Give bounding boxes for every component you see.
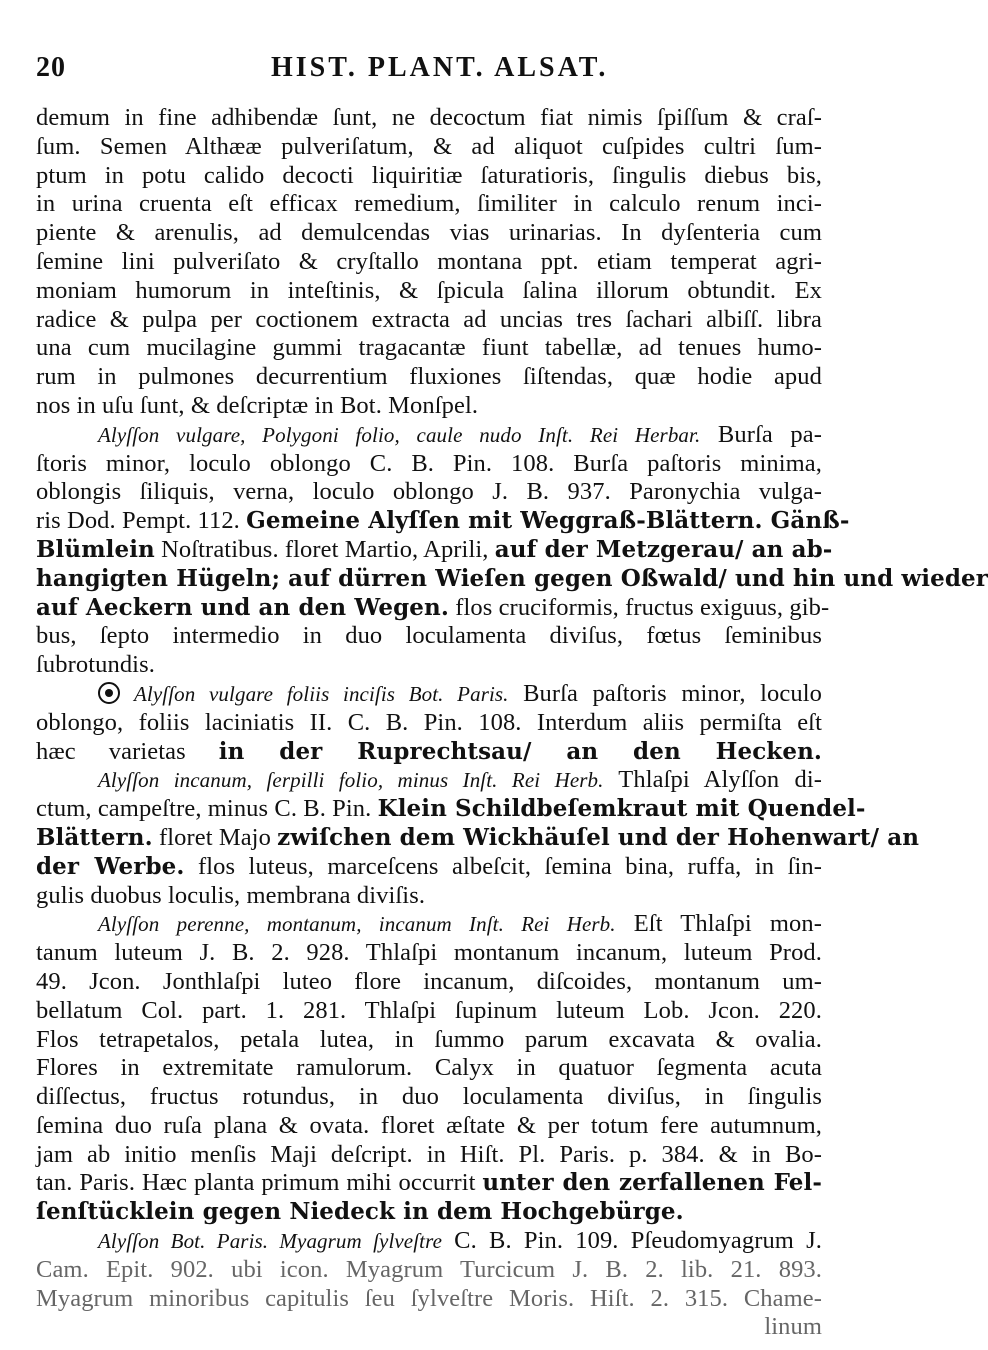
blackletter-text: zwiſchen dem Wickhäuſel und der Hohenwart/ an xyxy=(277,823,920,851)
body-text xyxy=(36,104,988,1342)
text-run: tan. Paris. Hæc planta primum mihi occurrit xyxy=(36,1169,483,1197)
blackletter-text: Blättern. xyxy=(36,823,153,851)
blackletter-text: der Werbe. xyxy=(36,852,185,880)
text-run: flos luteus, marceſcens albeſcit, ſemina bina, ruffa, in ſin- xyxy=(184,852,822,880)
text-line xyxy=(36,853,822,882)
text-run: Burſa paſtoris minor, loculo xyxy=(508,679,822,707)
text-run: Burſa pa- xyxy=(700,420,822,448)
text-line xyxy=(36,507,850,536)
text-run: floret Majo xyxy=(152,823,278,851)
blackletter-text: auf Aeckern und an den Wegen. xyxy=(36,593,449,621)
text-line xyxy=(36,133,822,162)
text-line xyxy=(36,421,822,450)
text-run: ſubrotundis. xyxy=(36,651,155,679)
text-line xyxy=(36,882,822,911)
text-run: ſtoris minor, loculo oblongo C. B. Pin. 108. Burſa paſtoris minima, xyxy=(36,449,822,477)
circled-dot-icon xyxy=(98,682,120,704)
text-run: Noſtratibus. floret Martio, Aprili, xyxy=(154,535,495,563)
text-line xyxy=(36,478,822,507)
text-line xyxy=(36,651,822,680)
text-run: ptum in potu calido decocti liquiritiæ ſaturatioris, ſingulis diebus bis, xyxy=(36,161,822,189)
text-line xyxy=(36,593,830,623)
text-line xyxy=(36,277,822,306)
text-line xyxy=(36,1198,822,1227)
text-run: ſum. Semen Althææ pulveriſatum, & ad aliquot cuſpides cultri ſum- xyxy=(36,132,822,160)
text-run: piente & arenulis, ad demulcendas vias urinarias. In dyſenteria cum xyxy=(36,219,822,247)
text-line xyxy=(36,939,822,968)
blackletter-text: auf der Metzgerau/ an ab- xyxy=(494,535,833,563)
text-run: Thlaſpi Alyſſon di- xyxy=(603,766,822,794)
text-line xyxy=(36,1256,822,1285)
text-run: 49. Jcon. Jonthlaſpi luteo flore incanum, diſcoides, montanum um- xyxy=(36,967,822,995)
text-line xyxy=(36,1141,822,1170)
text-line xyxy=(36,190,822,219)
text-line xyxy=(36,709,822,738)
text-line xyxy=(36,738,822,767)
text-line xyxy=(36,1026,822,1055)
text-run: hæc varietas xyxy=(36,737,219,765)
text-run: radice & pulpa per coctionem extracta ad uncias tres ſachari albiſſ. libra xyxy=(36,305,822,333)
text-run: bus, ſepto intermedio in duo loculamenta diviſus, fœtus ſeminibus xyxy=(36,622,822,650)
italic-citation: Alyſſon incanum, ſerpilli folio, minus Inſt. Rei Herb. xyxy=(98,768,604,793)
text-line xyxy=(36,823,920,853)
text-line xyxy=(36,104,822,133)
blackletter-text: unter den zerfallenen Fel- xyxy=(482,1169,822,1197)
text-line xyxy=(36,997,822,1026)
text-run: una cum mucilagine gummi tragacantæ fiunt tabellæ, ad tenues humo- xyxy=(36,334,822,362)
text-run: rum in pulmones decurrentium fluxiones ſiſtendas, quæ hodie apud xyxy=(36,363,822,391)
text-line xyxy=(36,1054,822,1083)
text-line xyxy=(36,535,833,565)
text-run: C. B. Pin. 109. Pſeudomyagrum J. xyxy=(442,1227,822,1255)
italic-citation: Alyſſon vulgare foliis inciſis Bot. Paris. xyxy=(134,681,509,706)
text-run: gulis duobus loculis, membrana diviſis. xyxy=(36,881,426,909)
text-line xyxy=(36,622,822,651)
text-line xyxy=(36,564,988,594)
text-run: nos in uſu ſunt, & deſcriptæ in Bot. Monſpel. xyxy=(36,391,479,419)
text-run: Cam. Epit. 902. ubi icon. Myagrum Turcicum J. B. 2. lib. 21. 893. xyxy=(36,1255,822,1283)
text-run: ſemine lini pulveriſato & cryſtallo montana ppt. etiam temperat agri- xyxy=(36,247,822,275)
text-run: Myagrum minoribus capitulis ſeu ſylveſtre Moris. Hiſt. 2. 315. Chame- xyxy=(36,1284,822,1312)
blackletter-text: ſenſtücklein gegen Niedeck in dem Hochgebürge. xyxy=(36,1198,684,1226)
text-run: Flores in extremitate ramulorum. Calyx in quatuor ſegmenta acuta xyxy=(36,1054,822,1082)
text-line xyxy=(36,766,822,795)
text-run: moniam humorum in inteſtinis, & ſpicula ſalina illorum obtundit. Ex xyxy=(36,276,822,304)
text-line xyxy=(36,450,822,479)
text-line xyxy=(36,795,866,824)
text-run: linum xyxy=(764,1313,822,1341)
text-line xyxy=(36,968,822,997)
text-line xyxy=(36,680,822,709)
text-line xyxy=(36,363,822,392)
text-line xyxy=(36,248,822,277)
text-run: oblongis ſiliquis, verna, loculo oblongo J. B. 937. Paronychia vulga- xyxy=(36,478,822,506)
text-line xyxy=(36,1112,822,1141)
blackletter-text: Gemeine Alyſſen mit Weggraß-Blättern. Gänß- xyxy=(246,507,850,535)
text-line xyxy=(36,910,822,939)
text-run: Eſt Thlaſpi mon- xyxy=(615,910,822,938)
text-run: ſemina duo ruſa plana & ovata. floret æſtate & per totum fere autumnum, xyxy=(36,1111,822,1139)
blackletter-text: hangigten Hügeln; auf dürren Wieſen gegen Oßwald/ und hin und wieder xyxy=(36,564,988,592)
text-run: demum in fine adhibendæ ſunt, ne decoctum fiat nimis ſpiſſum & craſ- xyxy=(36,104,822,131)
text-run: flos cruciformis, fructus exiguus, gib- xyxy=(448,593,830,621)
text-line xyxy=(36,392,822,421)
text-line xyxy=(36,1227,822,1256)
text-line xyxy=(36,1169,822,1198)
text-line xyxy=(36,334,822,363)
text-run: bellatum Col. part. 1. 281. Thlaſpi ſupinum luteum Lob. Jcon. 220. xyxy=(36,996,822,1024)
text-line xyxy=(36,162,822,191)
page-number: 20 xyxy=(36,52,66,83)
running-title: HIST. PLANT. ALSAT. xyxy=(271,52,609,83)
text-run: in urina cruenta eſt efficax remedium, ſimiliter in calculo renum inci- xyxy=(36,190,822,218)
text-run: jam ab initio menſis Maji deſcript. in Hiſt. Pl. Paris. p. 384. & in Bo- xyxy=(36,1140,822,1168)
text-line xyxy=(36,306,822,335)
text-run: diſſectus, fructus rotundus, in duo loculamenta diviſus, in ſingulis xyxy=(36,1083,822,1111)
text-run: ris Dod. Pempt. 112. xyxy=(36,507,247,535)
blackletter-text: Blümlein xyxy=(36,535,155,563)
running-head xyxy=(36,52,816,92)
text-run: tanum luteum J. B. 2. 928. Thlaſpi montanum incanum, luteum Prod. xyxy=(36,939,822,967)
text-run: ctum, campeſtre, minus C. B. Pin. xyxy=(36,795,378,823)
text-run: oblongo, foliis laciniatis II. C. B. Pin. 108. Interdum aliis permiſta eſt xyxy=(36,708,822,736)
italic-citation: Alyſſon Bot. Paris. Myagrum ſylveſtre xyxy=(98,1229,442,1254)
italic-citation: Alyſſon perenne, montanum, incanum Inſt. Rei Herb. xyxy=(98,912,616,937)
text-line xyxy=(36,1313,822,1342)
text-line xyxy=(36,1285,822,1314)
text-run: Flos tetrapetalos, petala lutea, in ſummo parum excavata & ovalia. xyxy=(36,1025,822,1053)
blackletter-text: in der Ruprechtsau/ an den Hecken. xyxy=(218,737,823,765)
text-line xyxy=(36,1083,822,1112)
italic-citation: Alyſſon vulgare, Polygoni folio, caule nudo Inſt. Rei Herbar. xyxy=(98,422,701,447)
blackletter-text: Klein Schildbeſemkraut mit Quendel- xyxy=(377,795,866,823)
text-line xyxy=(36,219,822,248)
